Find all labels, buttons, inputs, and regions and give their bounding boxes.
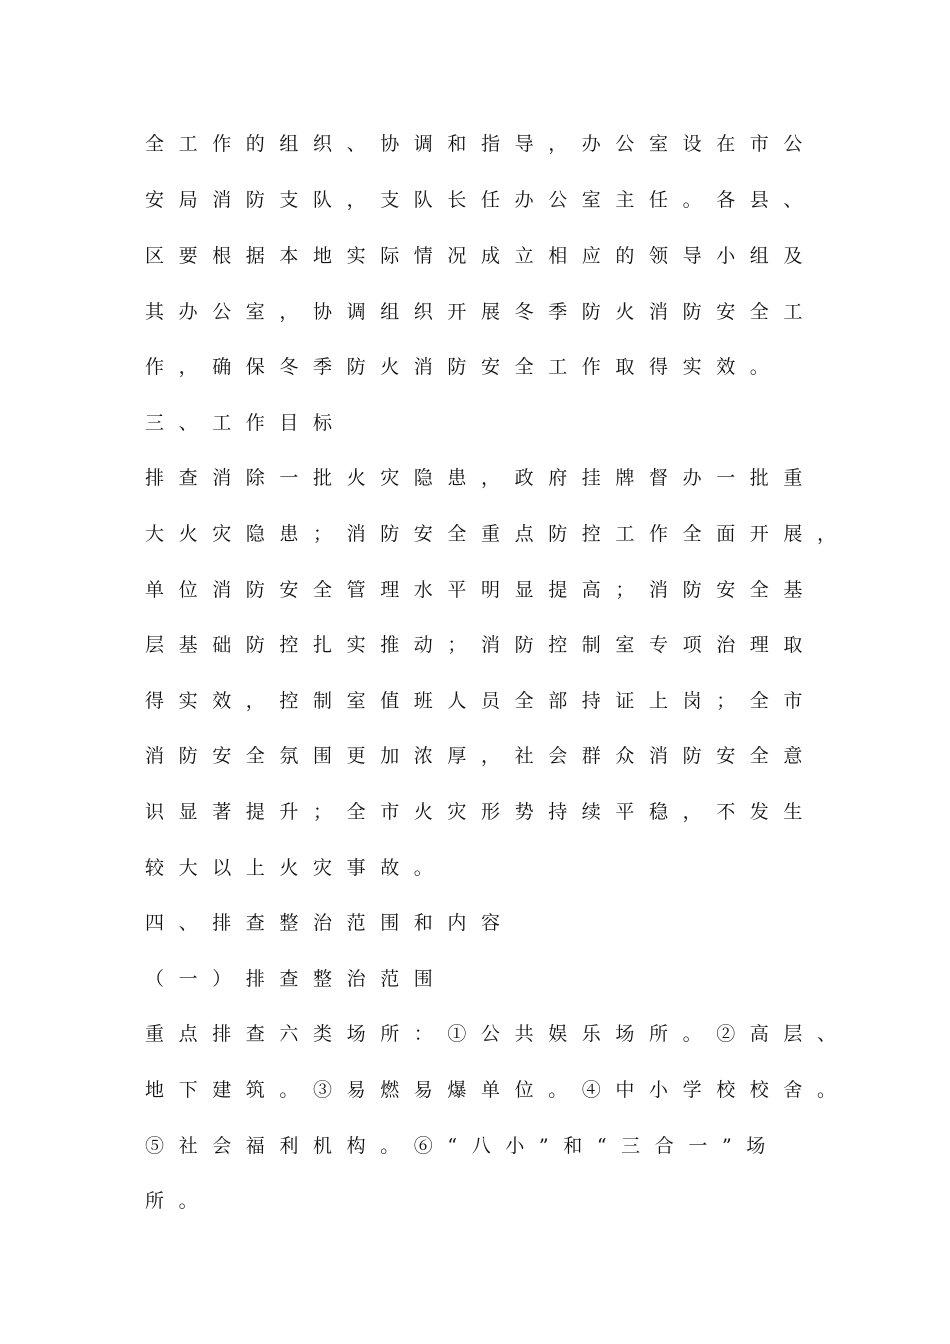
text-line: 排查消除一批火灾隐患，政府挂牌督办一批重 xyxy=(145,467,818,489)
text-line: 安局消防支队，支队长任办公室主任。各县、 xyxy=(145,189,818,211)
text-line: 大火灾隐患；消防安全重点防控工作全面开展， xyxy=(145,523,851,545)
section-heading: 三、工作目标 xyxy=(145,412,347,434)
subsection-heading: （一）排查整治范围 xyxy=(145,968,448,990)
text-line: 所。 xyxy=(145,1190,213,1212)
text-line: 单位消防安全管理水平明显提高；消防安全基 xyxy=(145,579,818,601)
text-line: 得实效，控制室值班人员全部持证上岗；全市 xyxy=(145,690,818,712)
text-line: 层基础防控扎实推动；消防控制室专项治理取 xyxy=(145,634,818,656)
text-line: 地下建筑。③易燃易爆单位。④中小学校校舍。 xyxy=(145,1079,851,1101)
section-heading: 四、排查整治范围和内容 xyxy=(145,912,515,934)
text-line: 全工作的组织、协调和指导，办公室设在市公 xyxy=(145,133,818,155)
text-line: 消防安全氛围更加浓厚，社会群众消防安全意 xyxy=(145,745,818,767)
text-line: 识显著提升；全市火灾形势持续平稳，不发生 xyxy=(145,801,818,823)
text-line: 作，确保冬季防火消防安全工作取得实效。 xyxy=(145,356,784,378)
text-line: 重点排查六类场所：①公共娱乐场所。②高层、 xyxy=(145,1023,851,1045)
text-line: 较大以上火灾事故。 xyxy=(145,857,448,879)
text-line: 区要根据本地实际情况成立相应的领导小组及 xyxy=(145,245,818,267)
text-line: ⑤社会福利机构。⑥“八小”和“三合一”场 xyxy=(145,1135,780,1157)
text-line: 其办公室，协调组织开展冬季防火消防安全工 xyxy=(145,301,818,323)
